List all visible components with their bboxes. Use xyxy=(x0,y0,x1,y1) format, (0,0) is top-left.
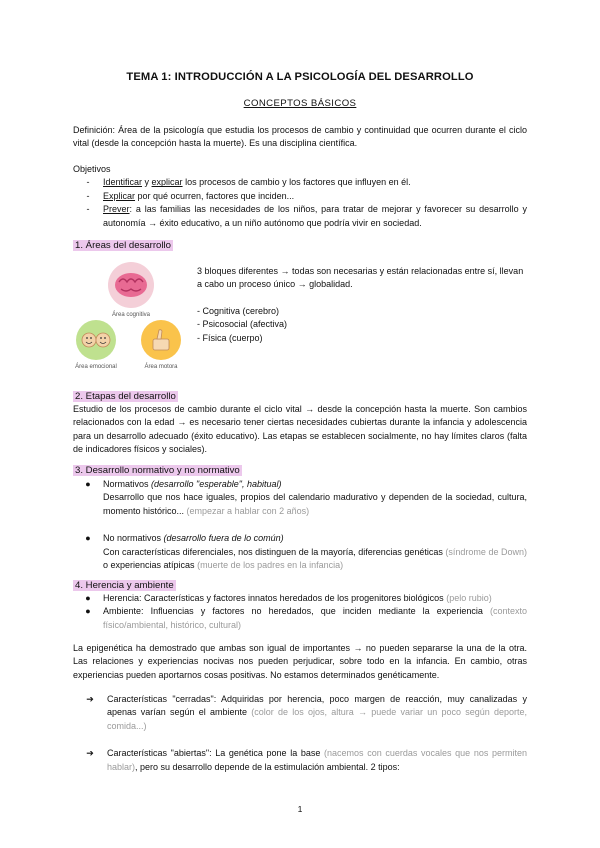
open-characteristics-item: ➔ Características "abiertas": La genética pone la base (nacemos con cuerdas vocales que nos permiten hablar), pero su desarrollo depende de la estimulación ambiental. 2 tipos: xyxy=(86,748,527,772)
areas-illustration xyxy=(72,260,192,375)
areas-list-item: - Cognitiva (cerebro) xyxy=(197,305,280,316)
section-2-paragraph: Estudio de los procesos de cambio durante el ciclo vital → desde la concepción hasta la muerte. Son cambios relacionados con la edad → es necesario tener ciertas necesidades cubiertas durante la infancia y adolescencia para un desarrollo adecuado (éxito educativo). Las etapas se establecen socialmente, no hay límites claros (falta de indicadores físicos y sociales). xyxy=(73,404,527,455)
objective-item: - Prever: a las familias las necesidades de los niños, para tratar de mejorar y favorecer su desarrollo y autonomía → éxito educativo, a un niño autónomo que podría vivir en sociedad. xyxy=(86,204,527,228)
page-number: 1 xyxy=(297,804,303,814)
section-1-heading: 1. Áreas del desarrollo xyxy=(75,240,171,251)
motor-label: Área motora xyxy=(144,364,178,370)
areas-list-item: - Física (cuerpo) xyxy=(197,332,263,343)
section-3-content xyxy=(73,478,527,572)
cognitive-label: Área cognitiva xyxy=(111,312,151,318)
normative-item: ● Normativos (desarrollo "esperable", habitual) Desarrollo que nos hace iguales, propios del calendario madurativo y dependen de la sociedad, cultura, momento histórico... (empezar a hablar con 2 años) xyxy=(85,479,527,516)
closed-characteristics-item: ➔ Características "cerradas": Adquiridas por herencia, poco margen de reacción, muy canalizadas y apenas varían según el ambiente (color de los ojos, altura → puede variar un poco según deporte, comida...) xyxy=(86,694,527,731)
arrow-list xyxy=(73,693,527,774)
areas-text xyxy=(197,265,527,345)
epigenetics-paragraph: La epigenética ha demostrado que ambas son igual de importantes → no pueden separarse la una de la otra. Las relaciones y experiencias nocivas nos pueden perjudicar, sobre todo en la infancia. En cambio, otras experiencias pueden aportarnos cosas positivas. No estamos determinados genéticamente. xyxy=(73,643,527,680)
ambiente-item: ● Ambiente: Influencias y factores no heredados, que inciden mediante la experiencia (contexto físico/ambiental, histórico, cultural) xyxy=(85,606,527,630)
section-4-heading: 4. Herencia y ambiente xyxy=(75,580,174,591)
nonnormative-item: ● No normativos (desarrollo fuera de lo común) Con características diferenciales, nos distinguen de la mayoría, diferencias genéticas (síndrome de Down) o experiencias atípicas (muerte de los padres en la infancia) xyxy=(85,533,527,571)
section-4-bullets xyxy=(73,592,527,632)
objectives-heading: Objetivos xyxy=(73,164,111,174)
objective-item: - Identificar y explicar los procesos de cambio y los factores que influyen en él. xyxy=(86,177,411,188)
definition-paragraph: Definición: Área de la psicología que estudia los procesos de cambio y continuidad que ocurren durante el ciclo vital (desde la concepción hasta la muerte). Es una disciplina científica. xyxy=(73,125,527,149)
document-subtitle: CONCEPTOS BÁSICOS xyxy=(243,98,357,109)
herencia-item: ● Herencia: Características y factores innatos heredados de los progenitores biológicos (pelo rubio) xyxy=(85,593,492,603)
areas-intro: 3 bloques diferentes → todas son necesarias y están relacionadas entre sí, llevan a cabo un proceso único → globalidad. xyxy=(197,266,524,290)
section-3-heading: 3. Desarrollo normativo y no normativo xyxy=(75,465,240,476)
brain-icon xyxy=(115,273,147,297)
section-2-heading: 2. Etapas del desarrollo xyxy=(75,391,176,402)
objectives-block xyxy=(73,163,527,230)
document-title: TEMA 1: INTRODUCCIÓN A LA PSICOLOGÍA DEL DESARROLLO xyxy=(126,71,474,83)
areas-list-item: - Psicosocial (afectiva) xyxy=(197,319,288,330)
objective-item: - Explicar por qué ocurren, factores que inciden... xyxy=(86,190,295,201)
emotional-label: Área emocional xyxy=(75,364,117,370)
